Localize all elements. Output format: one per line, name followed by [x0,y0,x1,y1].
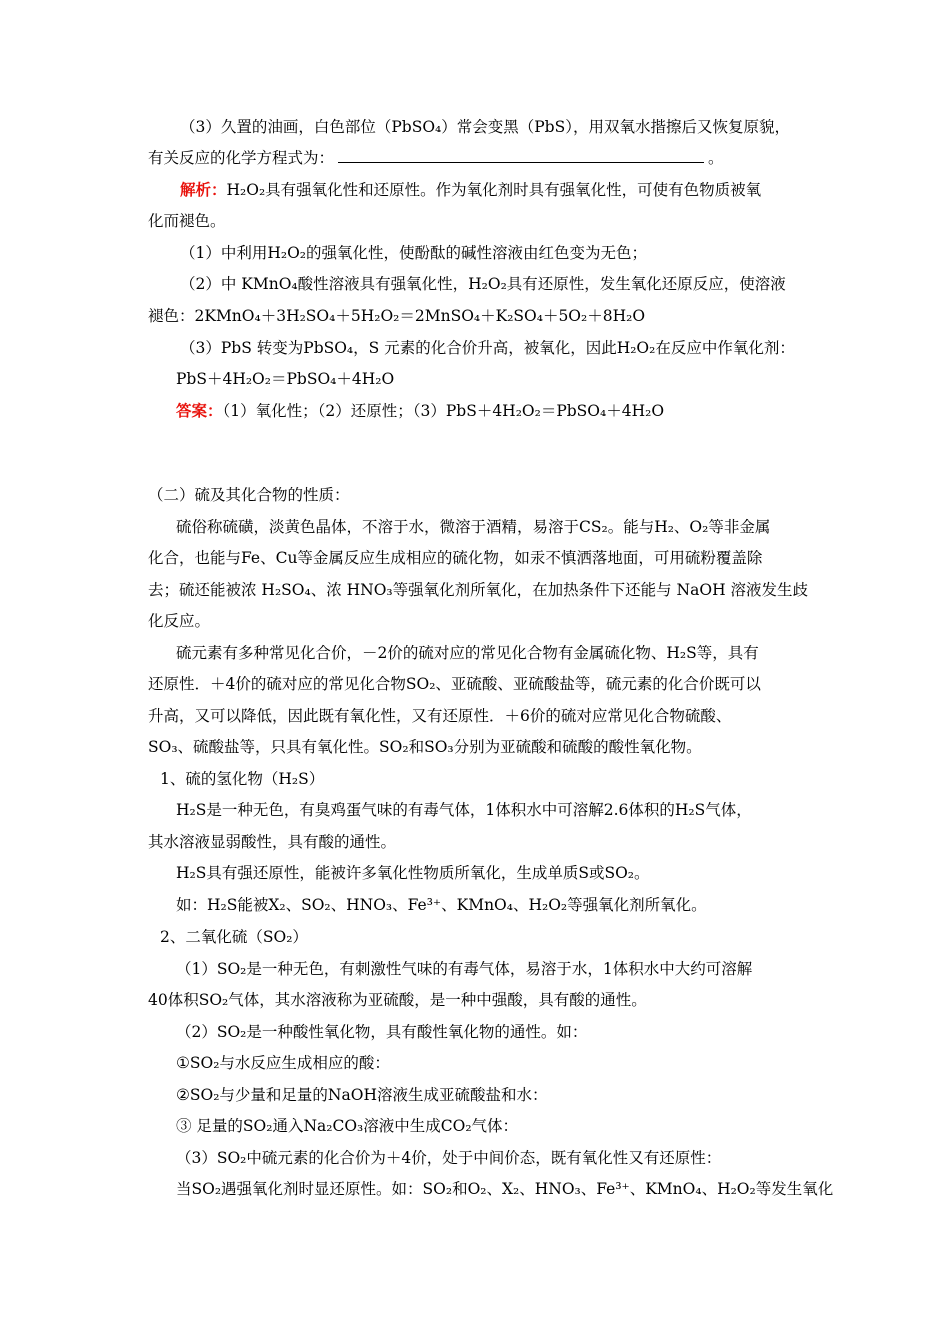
so2-item3: ③ 足量的SO₂通入Na₂CO₃溶液中生成CO₂气体： [176,1117,519,1135]
para1-line3: 去；硫还能被浓 H₂SO₄、浓 HNO₃等强氧化剂所氧化，在加热条件下还能与 NaOH 溶液发生歧 [148,581,809,599]
h2s-p3: 如：H₂S能被X₂、SO₂、HNO₃、Fe³⁺、KMnO₄、H₂O₂等强氧化剂所氧化。 [176,896,707,914]
para1-line1: 硫俗称硫磺，淡黄色晶体，不溶于水，微溶于酒精，易溶于CS₂。能与H₂、O₂等非金属 [176,518,771,536]
para2-line2: 还原性．＋4价的硫对应的常见化合物SO₂、亚硫酸、亚硫酸盐等，硫元素的化合价既可以 [148,675,761,693]
h2s-p1-line1: H₂S是一种无色，有臭鸡蛋气味的有毒气体，1体积水中可溶解2.6体积的H₂S气体， [176,801,752,819]
para1-line2: 化合，也能与Fe、Cu等金属反应生成相应的硫化物，如汞不慎洒落地面，可用硫粉覆盖除 [148,549,763,567]
q3-line2-prefix: 有关反应的化学方程式为： [148,149,335,167]
so2-p1-line1: （1）SO₂是一种无色，有刺激性气味的有毒气体，易溶于水，1体积水中大约可溶解 [176,960,753,978]
h2s-p1-line2: 其水溶液显弱酸性，具有酸的通性。 [148,833,397,851]
answer-text: （1）氧化性；（2）还原性；（3）PbS＋4H₂O₂＝PbSO₄＋4H₂O [222,402,665,420]
analysis-label: 解析： [180,180,227,199]
analysis-p1: （1）中利用H₂O₂的强氧化性，使酚酞的碱性溶液由红色变为无色； [180,244,648,262]
section2-heading: （二）硫及其化合物的性质： [148,486,350,504]
so2-title: 2、二氧化硫（SO₂） [160,928,308,946]
analysis-line1 [180,180,761,200]
q3-line2-suffix: 。 [708,149,724,167]
answer-label: 答案： [176,401,223,420]
analysis-p2-line2: 褪色：2KMnO₄＋3H₂SO₄＋5H₂O₂＝2MnSO₄＋K₂SO₄＋5O₂＋8H₂O [148,307,646,325]
analysis-p3-line2: PbS＋4H₂O₂＝PbSO₄＋4H₂O [176,370,395,388]
analysis-line2: 化而褪色。 [148,212,226,230]
so2-p4: 当SO₂遇强氧化剂时显还原性。如：SO₂和O₂、X₂、HNO₃、Fe³⁺、KMnO₄、H₂O₂等发生氧化 [176,1180,834,1198]
so2-item2: ②SO₂与少量和足量的NaOH溶液生成亚硫酸盐和水： [176,1086,548,1104]
answer-blank [338,148,704,163]
so2-item1: ①SO₂与水反应生成相应的酸： [176,1054,390,1072]
analysis-p2-line1: （2）中 KMnO₄酸性溶液具有强氧化性，H₂O₂具有还原性，发生氧化还原反应，使溶液 [180,275,786,293]
so2-p1-line2: 40体积SO₂气体，其水溶液称为亚硫酸，是一种中强酸，具有酸的通性。 [148,991,647,1009]
analysis-p3-line1: （3）PbS 转变为PbSO₄，S 元素的化合价升高，被氧化，因此H₂O₂在反应中作氧化剂： [180,339,795,357]
so2-p3: （3）SO₂中硫元素的化合价为＋4价，处于中间价态，既有氧化性又有还原性： [176,1149,722,1167]
para2-line4: SO₃、硫酸盐等，只具有氧化性。SO₂和SO₃分别为亚硫酸和硫酸的酸性氧化物。 [148,738,702,756]
h2s-title: 1、硫的氢化物（H₂S） [160,770,325,788]
so2-p2: （2）SO₂是一种酸性氧化物，具有酸性氧化物的通性。如： [176,1023,588,1041]
para2-line3: 升高，又可以降低，因此既有氧化性，又有还原性．＋6价的硫对应常见化合物硫酸、 [148,707,732,725]
q3-line2 [148,148,724,168]
answer-line [176,401,664,421]
para1-line4: 化反应。 [148,612,211,630]
q3-line1: （3）久置的油画，白色部位（PbSO₄）常会变黑（PbS），用双氧水揩擦后又恢复原貌， [180,118,790,136]
h2s-p2: H₂S具有强还原性，能被许多氧化性物质所氧化，生成单质S或SO₂。 [176,864,650,882]
para2-line1: 硫元素有多种常见化合价，－2价的硫对应的常见化合物有金属硫化物、H₂S等，具有 [176,644,759,662]
analysis-text1: H₂O₂具有强氧化性和还原性。作为氧化剂时具有强氧化性，可使有色物质被氧 [226,181,762,199]
